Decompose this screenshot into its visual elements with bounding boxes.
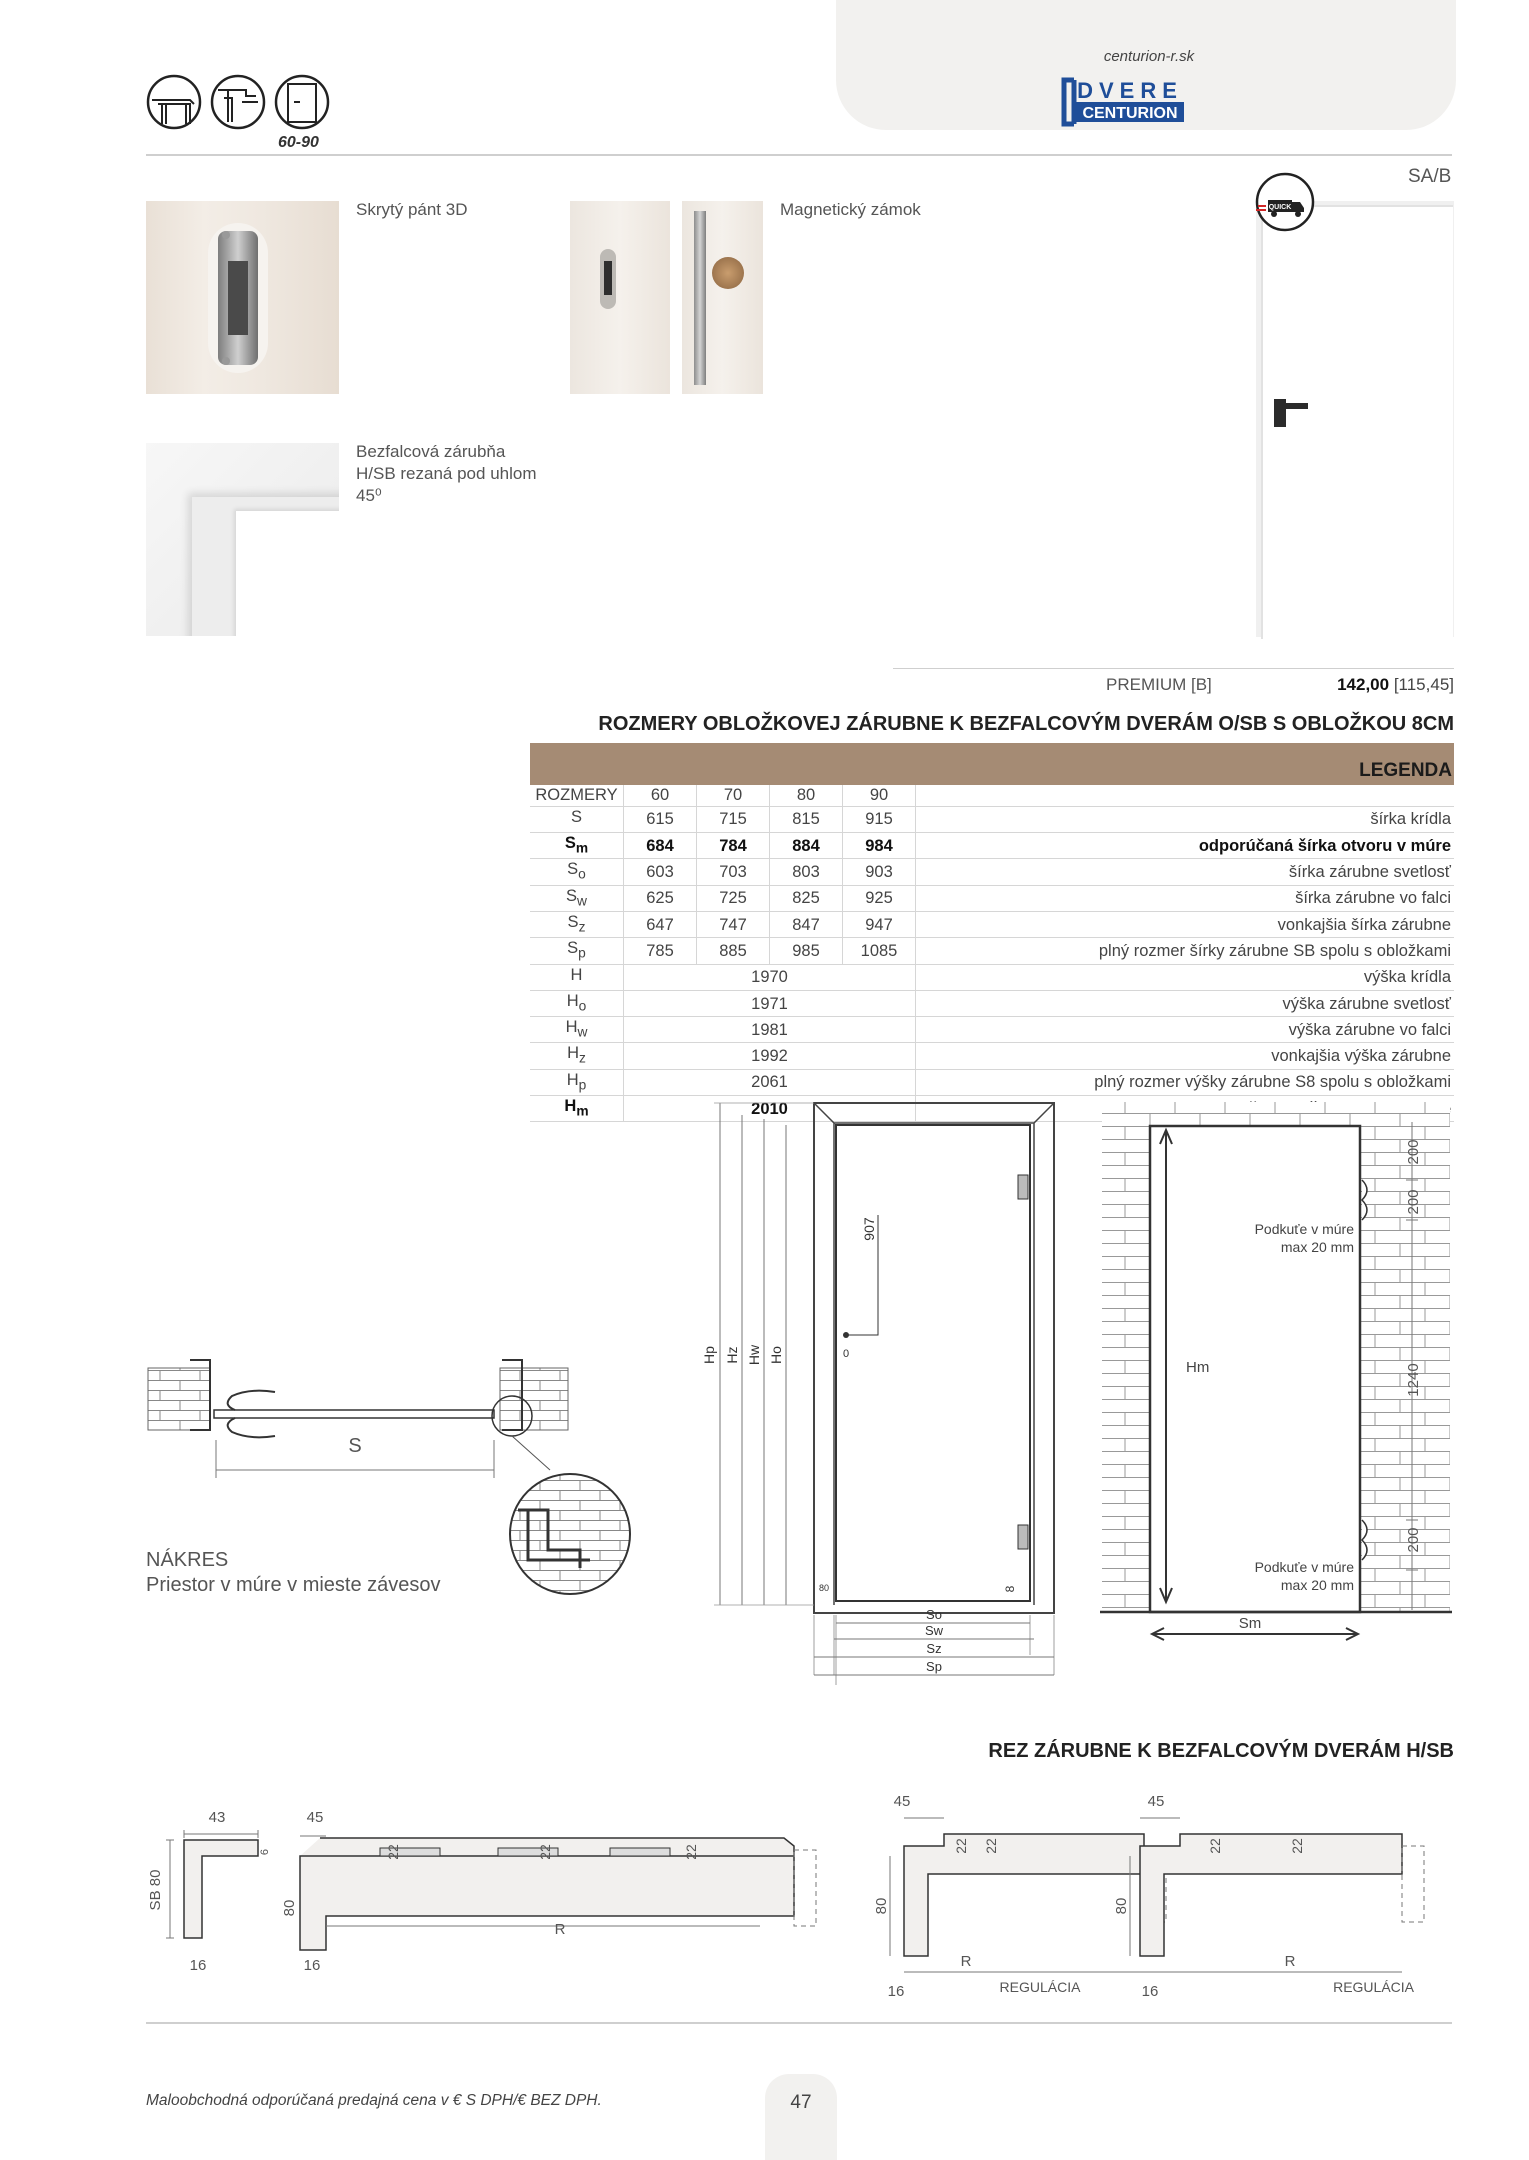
door-photo <box>1256 201 1454 637</box>
section-title: REZ ZÁRUBNE K BEZFALCOVÝM DVERÁM H/SB <box>988 1740 1454 1762</box>
sec-45b: 45 <box>893 1793 911 1810</box>
wall-200a: 200 <box>1405 1139 1422 1165</box>
sec-22a: 22 <box>385 1844 401 1860</box>
price-main: 142,00 <box>1337 675 1390 694</box>
wall-note-top-l1: Podkuťe v múre <box>1254 1221 1354 1237</box>
sec-r-c: R <box>1284 1953 1296 1970</box>
header-divider <box>146 154 1452 156</box>
sec-22b: 22 <box>537 1844 553 1860</box>
sec-r-a: R <box>554 1921 566 1938</box>
sec-16d: 16 <box>1141 1983 1159 2000</box>
elev-80: 80 <box>818 1583 830 1593</box>
dimensions-table <box>530 743 1454 1122</box>
sec-45c: 45 <box>1147 1793 1165 1810</box>
wall-sm-label: Sm <box>1238 1615 1262 1632</box>
frame-caption-line1: Bezfalcová zárubňa <box>356 442 506 461</box>
magnetic-lock-photo <box>570 201 763 394</box>
sec-16b: 16 <box>303 1957 321 1974</box>
row-hw: $H_w$ 1981 výška zárubne vo falci <box>530 1017 1454 1043</box>
footer-divider <box>146 2022 1452 2024</box>
nakres-caption <box>146 1548 441 1598</box>
row-hz: $H_z$ 1992 vonkajšia výška zárubne <box>530 1043 1454 1069</box>
website-url: centurion-r.sk <box>1103 48 1195 65</box>
row-so: $S_o$ 603 703 803 903 šírka zárubne svetlosť <box>530 859 1454 885</box>
elev-907: 907 <box>861 1217 877 1241</box>
sec-regulacia-a: REGULÁCIA <box>999 1979 1081 1995</box>
logo-text-top: DVERE <box>1077 78 1183 103</box>
product-code: SA/B <box>1408 166 1452 187</box>
row-h: H 1970 výška krídla <box>530 964 1454 990</box>
row-ho: $H_o$ 1971 výška zárubne svetlosť <box>530 990 1454 1016</box>
elev-8: 8 <box>1003 1585 1017 1593</box>
rozmery-label: ROZMERY <box>530 785 624 806</box>
frame-caption-line2: H/SB rezaná pod uhlom <box>356 464 537 483</box>
door-type-icons <box>146 74 336 132</box>
sec-r-b: R <box>960 1953 972 1970</box>
centurion-logo <box>1060 76 1230 128</box>
sec-22e: 22 <box>983 1838 999 1854</box>
wall-note-top-l2: max 20 mm <box>1280 1239 1354 1255</box>
elev-hz: Hz <box>724 1346 740 1364</box>
row-hp: $H_p$ 2061 plný rozmer výšky zárubne S8 spolu s obložkami <box>530 1069 1454 1095</box>
wall-200c: 200 <box>1405 1527 1422 1553</box>
wall-note-bottom-l1: Podkuťe v múre <box>1254 1559 1354 1575</box>
sec-22c: 22 <box>683 1844 699 1860</box>
logo-text-bottom: CENTURION <box>1082 105 1178 122</box>
wall-opening-drawing <box>1100 1100 1452 1660</box>
page-tab <box>765 2074 837 2160</box>
elev-hp: Hp <box>701 1346 717 1364</box>
frame-caption-line3: 45⁰ <box>356 486 382 505</box>
quick-badge: QUICK <box>1268 204 1292 211</box>
dimensions-title: ROZMERY OBLOŽKOVEJ ZÁRUBNE K BEZFALCOVÝM DVERÁM O/SB S OBLOŽKOU 8CM <box>598 713 1454 735</box>
elev-sz: Sz <box>926 1641 942 1656</box>
elev-so: So <box>926 1607 942 1622</box>
wall-note-bottom-l2: max 20 mm <box>1280 1577 1354 1593</box>
nakres-subtitle: Priestor v múre v mieste závesov <box>146 1574 441 1596</box>
sec-80b: 80 <box>873 1897 890 1915</box>
legend-header: LEGENDA <box>916 743 1455 785</box>
nakres-title: NÁKRES <box>146 1549 229 1571</box>
row-sm: $S_m$ 684 784 884 984 odporúčaná šírka otvoru v múre <box>530 833 1454 859</box>
plan-s-label: S <box>348 1435 362 1457</box>
sec-16a: 16 <box>189 1957 207 1974</box>
size-70: 70 <box>697 785 770 806</box>
frame-caption <box>356 441 537 507</box>
sec-43: 43 <box>208 1809 226 1826</box>
size-range: 60-90 <box>278 134 319 151</box>
elev-sw: Sw <box>924 1623 944 1638</box>
sec-sb80: SB 80 <box>147 1869 164 1911</box>
price-alt: [115,45] <box>1393 675 1454 694</box>
wall-200b: 200 <box>1405 1189 1422 1215</box>
quick-delivery-icon <box>1254 170 1316 232</box>
sec-80a: 80 <box>281 1899 298 1917</box>
sec-22d: 22 <box>953 1838 969 1854</box>
sec-16c: 16 <box>887 1983 905 2000</box>
price-divider <box>893 668 1454 669</box>
elev-sp: Sp <box>926 1659 942 1674</box>
price-label: PREMIUM [B] <box>1106 675 1212 694</box>
elev-ho: Ho <box>768 1346 784 1364</box>
wall-1240: 1240 <box>1405 1363 1422 1397</box>
door-handle-icon <box>276 76 328 128</box>
row-hm: $H_m$ 2010 <box>530 1096 1454 1122</box>
row-s: S 615 715 815 915 šírka krídla <box>530 806 1454 832</box>
frame-profile-icon <box>148 76 200 128</box>
frame-photo <box>146 443 339 636</box>
row-sz: $S_z$ 647 747 847 947 vonkajšia šírka zárubne <box>530 911 1454 937</box>
row-sp: $S_p$ 785 885 985 1085 plný rozmer šírky zárubne SB spolu s obložkami <box>530 938 1454 964</box>
page-number: 47 <box>790 2092 812 2113</box>
hinge-caption: Skrytý pánt 3D <box>356 200 468 219</box>
price-row <box>1106 675 1454 695</box>
size-90: 90 <box>843 785 916 806</box>
sec-22f: 22 <box>1207 1838 1223 1854</box>
frame-section-icon <box>212 76 264 128</box>
hinge-photo <box>146 201 339 394</box>
elev-0: 0 <box>842 1348 850 1360</box>
sec-22g: 22 <box>1289 1838 1305 1854</box>
elev-hw: Hw <box>746 1344 762 1366</box>
sec-45a: 45 <box>306 1809 324 1826</box>
sec-regulacia-b: REGULÁCIA <box>1333 1979 1414 1995</box>
row-sw: $S_w$ 625 725 825 925 šírka zárubne vo falci <box>530 885 1454 911</box>
elevation-drawing <box>700 1095 1080 1685</box>
size-80: 80 <box>770 785 843 806</box>
footer-note: Maloobchodná odporúčaná predajná cena v € S DPH/€ BEZ DPH. <box>146 2092 602 2109</box>
frame-section-drawing <box>140 1790 1456 2010</box>
size-60: 60 <box>624 785 697 806</box>
sec-80c: 80 <box>1113 1897 1130 1915</box>
wall-hm-label: Hm <box>1186 1359 1210 1376</box>
lock-caption: Magnetický zámok <box>780 200 921 219</box>
sec-6: 6 <box>259 1848 271 1856</box>
